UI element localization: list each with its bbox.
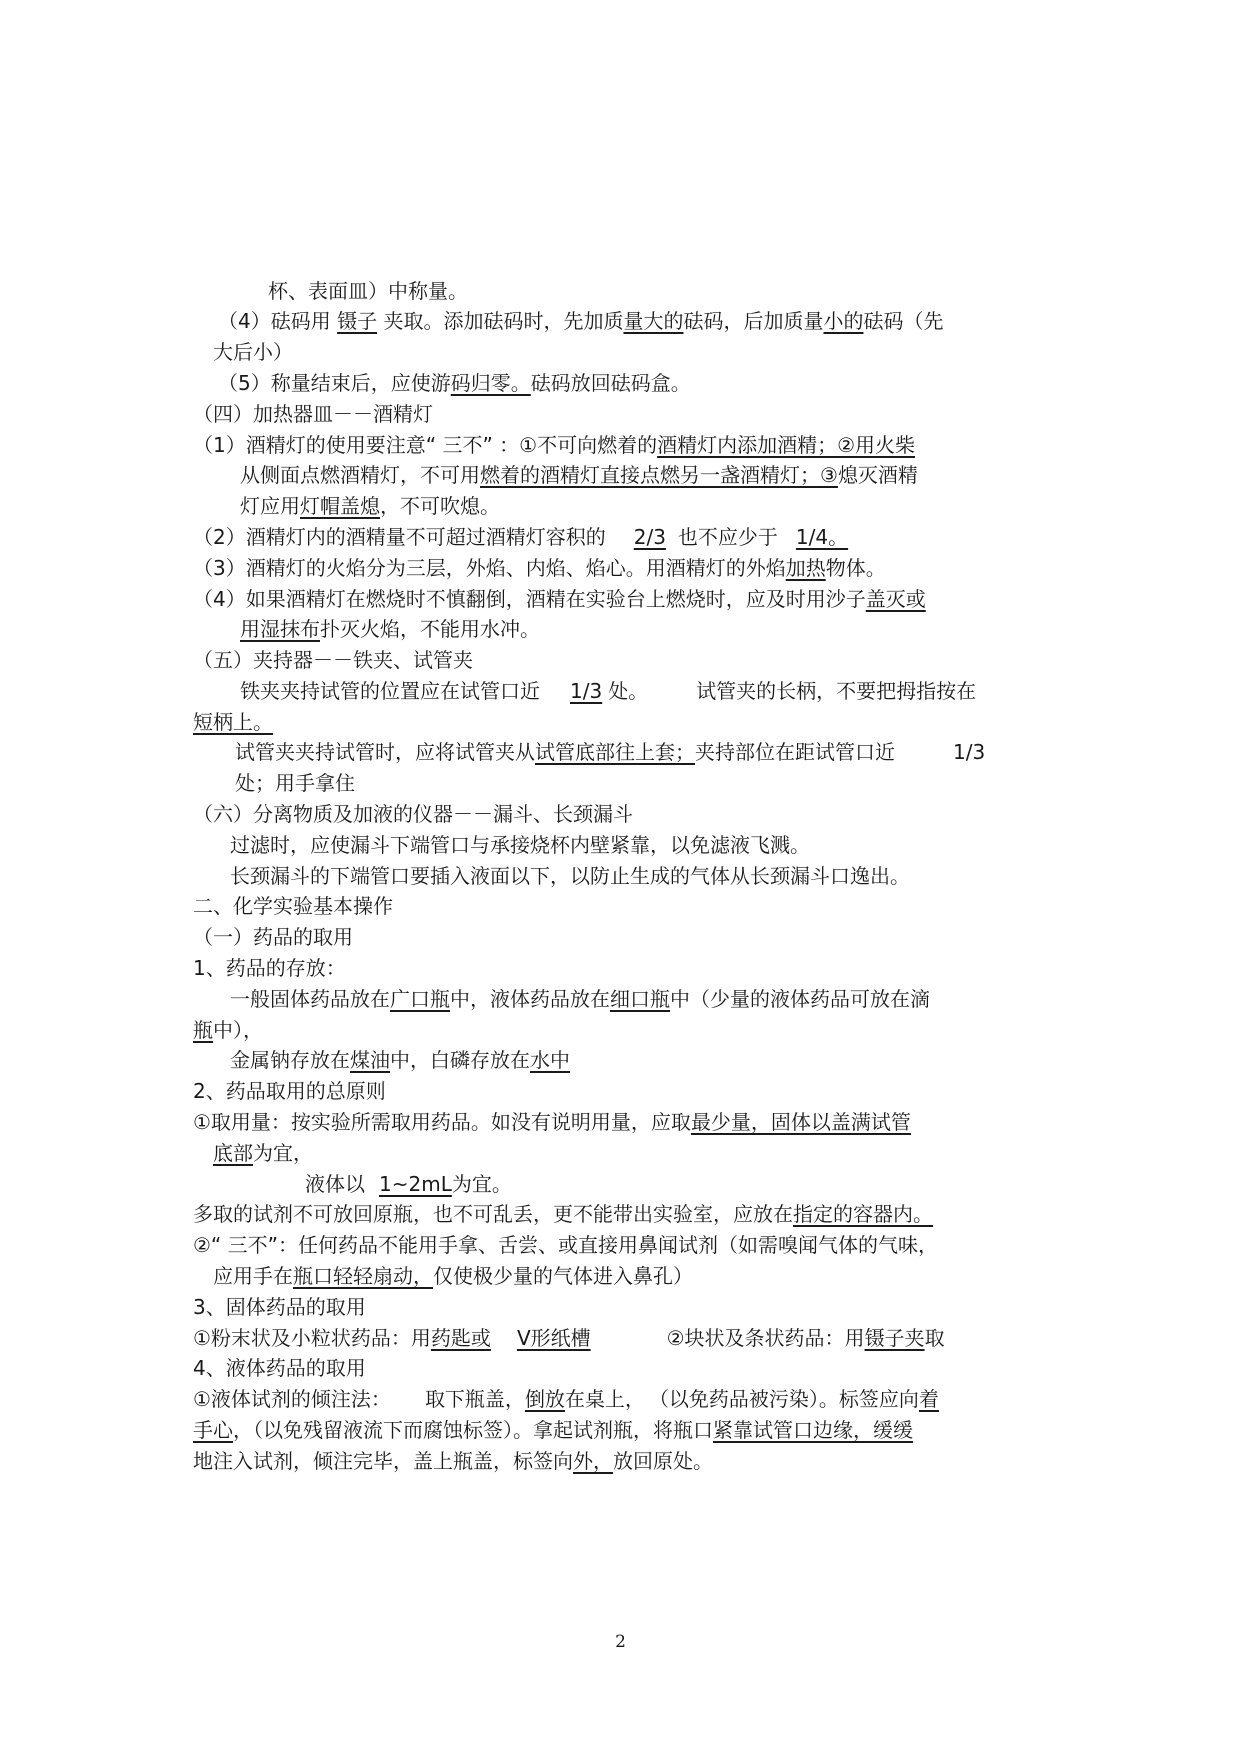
section-heading: 3、固体药品的取用 [193, 1295, 366, 1319]
text-line: 从侧面点燃酒精灯，不可用燃着的酒精灯直接点燃另一盏酒精灯；③熄灭酒精 [240, 463, 918, 487]
text-line: 金属钠存放在煤油中，白磷存放在水中 [230, 1048, 570, 1072]
text-line: 一般固体药品放在广口瓶中，液体药品放在细口瓶中（少量的液体药品可放在滴 [230, 987, 930, 1011]
text-line: ②“ 三不”：任何药品不能用手拿、舌尝、或直接用鼻闻试剂（如需嗅闻气体的气味， [193, 1233, 939, 1257]
text-line: 液体以 1~2mL为宜。 [305, 1172, 512, 1196]
text-line: 铁夹夹持试管的位置应在试管口近 1/3 处。 试管夹的长柄，不要把拇指按在 [240, 679, 977, 703]
text-line: ①液体试剂的倾注法： 取下瓶盖，倒放在桌上， （以免药品被污染）。标签应向着 [193, 1387, 939, 1411]
text-line: 底部为宜， [213, 1141, 313, 1165]
text-line: 处；用手拿住 [235, 771, 355, 795]
section-heading: （五）夹持器－－铁夹、试管夹 [193, 648, 473, 672]
text-line: （1）酒精灯的使用要注意“ 三不” ：①不可向燃着的酒精灯内添加酒精；②用火柴 [193, 433, 916, 457]
text-line: 多取的试剂不可放回原瓶，也不可乱丢，更不能带出实验室，应放在指定的容器内。 [193, 1202, 933, 1226]
text-line: 试管夹夹持试管时，应将试管夹从试管底部往上套；夹持部位在距试管口近 1/3 [235, 740, 986, 764]
section-heading: 4、液体药品的取用 [193, 1356, 366, 1380]
text-line: （3）酒精灯的火焰分为三层，外焰、内焰、焰心。用酒精灯的外焰加热物体。 [193, 556, 886, 580]
text-line: （5）称量结束后，应使游码归零。砝码放回砝码盒。 [218, 371, 691, 395]
text-line: 杯、表面皿）中称量。 [268, 279, 468, 303]
section-heading: （四）加热器皿－－酒精灯 [193, 402, 433, 426]
text-line: 灯应用灯帽盖熄，不可吹熄。 [240, 494, 500, 518]
text-line: （2）酒精灯内的酒精量不可超过酒精灯容积的 2/3 也不应少于 1/4。 [193, 525, 849, 549]
page-number: 2 [615, 1632, 626, 1652]
section-heading: 二、化学实验基本操作 [193, 894, 393, 918]
text-line: ①粉末状及小粒状药品：用药匙或 V形纸槽 ②块状及条状药品：用镊子夹取 [193, 1326, 945, 1350]
text-line: （4）砝码用 镊子 夹取。添加砝码时，先加质量大的砝码，后加质量小的砝码（先 [218, 309, 944, 333]
text-line: （4）如果酒精灯在燃烧时不慎翻倒，酒精在实验台上燃烧时，应及时用沙子盖灭或 [193, 587, 926, 611]
text-line: 过滤时，应使漏斗下端管口与承接烧杯内壁紧靠，以免滤液飞溅。 [230, 833, 810, 857]
text-line: 瓶中）， [193, 1018, 263, 1042]
text-line: ①取用量：按实验所需取用药品。如没有说明用量，应取最少量，固体以盖满试管 [193, 1110, 911, 1134]
text-line: 地注入试剂，倾注完毕，盖上瓶盖，标签向外，放回原处。 [193, 1449, 713, 1473]
text-line: 应用手在瓶口轻轻扇动，仅使极少量的气体进入鼻孔） [213, 1264, 693, 1288]
section-heading: （六）分离物质及加液的仪器－－漏斗、长颈漏斗 [193, 802, 633, 826]
section-heading: （一）药品的取用 [193, 925, 353, 949]
section-heading: 1、药品的存放： [193, 956, 346, 980]
section-heading: 2、药品取用的总原则 [193, 1079, 386, 1103]
text-line: 短柄上。 [193, 710, 273, 734]
text-line: 用湿抹布扑灭火焰，不能用水冲。 [240, 617, 540, 641]
text-line: 手心，（以免残留液流下而腐蚀标签）。拿起试剂瓶，将瓶口紧靠试管口边缘，缓缓 [193, 1418, 913, 1442]
text-line: 长颈漏斗的下端管口要插入液面以下，以防止生成的气体从长颈漏斗口逸出。 [230, 864, 910, 888]
text-line: 大后小） [213, 340, 293, 364]
